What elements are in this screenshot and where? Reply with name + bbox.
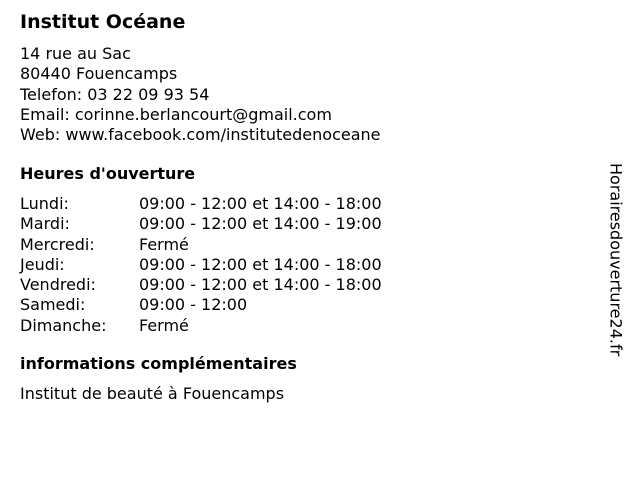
email-address: Email: corinne.berlancourt@gmail.com [20,104,332,124]
day-label: Vendredi: [20,275,96,295]
additional-info-heading: informations complémentaires [20,354,297,373]
site-credit [596,150,636,370]
time-value: Fermé [139,234,189,254]
time-value: 09:00 - 12:00 et 14:00 - 18:00 [139,194,382,213]
site-credit-text[interactable]: Horairesdouverture24.fr [606,163,626,357]
time-value: 09:00 - 12:00 et 14:00 - 19:00 [139,214,382,234]
opening-hours-heading: Heures d'ouverture [20,164,196,183]
time-value: Fermé [139,315,189,335]
contact-block [20,44,381,145]
day-label: Jeudi: [20,254,65,274]
day-label: Samedi: [20,295,86,315]
address-line-2: 80440 Fouencamps [20,64,178,84]
address-line-1: 14 rue au Sac [20,44,131,63]
day-label: Lundi: [20,194,69,213]
website-link[interactable]: Web: www.facebook.com/institutedenoceane [20,125,381,145]
additional-info-text: Institut de beauté à Fouencamps [20,384,285,403]
business-name: Institut Océane [20,11,186,33]
day-label: Mardi: [20,214,70,234]
time-value: 09:00 - 12:00 [139,295,248,315]
day-label: Dimanche: [20,315,107,335]
day-label: Mercredi: [20,234,95,254]
time-value: 09:00 - 12:00 et 14:00 - 18:00 [139,275,382,295]
phone-number: Telefon: 03 22 09 93 54 [20,84,210,104]
time-value: 09:00 - 12:00 et 14:00 - 18:00 [139,254,382,274]
